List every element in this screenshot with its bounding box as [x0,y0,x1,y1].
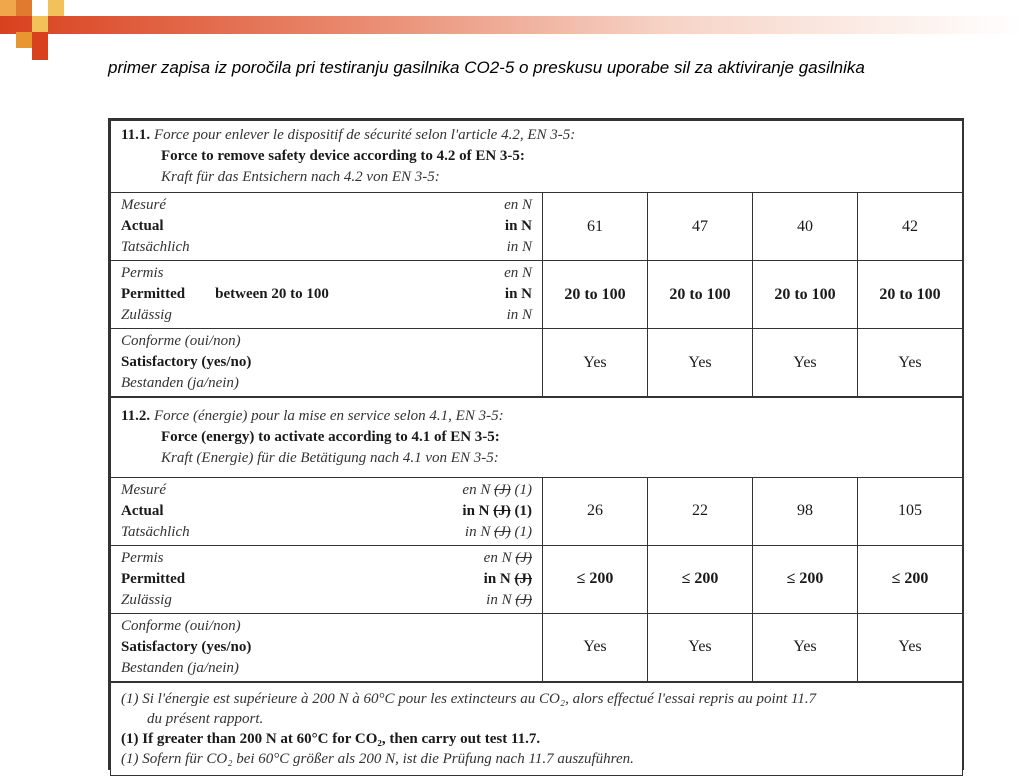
unit-fr: en N [504,265,532,281]
slide-caption: primer zapisa iz poročila pri testiranju gasilnika CO2-5 o preskusu uporabe sil za aktiviranje gasilnika [108,58,865,77]
unit-fr: en N [462,481,491,498]
section-title-de: Kraft (Energie) für die Betätigung nach 4.1 von EN 3-5: [161,449,499,466]
row-label-permitted [111,545,543,613]
label-de: Bestanden (ja/nein) [121,375,239,391]
value-cell: Yes [648,329,753,398]
row-label-permitted [111,261,543,329]
section-title-en: Force to remove safety device according to 4.2 of EN 3-5: [161,148,525,164]
footnote-fr-cont: du présent rapport. [147,710,264,727]
value-cell: 42 [858,193,963,261]
value-cell: 61 [543,193,648,261]
section-title-fr: Force pour enlever le dispositif de sécurité selon l'article 4.2, EN 3-5: [153,127,576,143]
label-de: Zulässig [121,591,172,608]
label-en: Permitted [121,286,186,302]
table-row [111,545,963,613]
row-label-satisfactory [111,613,543,682]
label-fr: Mesuré [121,197,166,213]
decor-square [48,0,64,16]
footnote-de: (1) Sofern für CO₂ bei 60°C größer als 200 N, ist die Prüfung nach 11.7 auszuführen. [121,750,634,767]
value-cell: Yes [753,329,858,398]
report-table [110,120,963,776]
value-cell: 98 [753,477,858,545]
struck-unit: (J) [494,523,511,540]
unit-fr: en N [483,549,512,566]
unit-en: in N [483,570,511,587]
unit-fr: en N [504,197,532,213]
label-fr: Conforme (oui/non) [121,617,241,634]
table-row [111,193,963,261]
value-cell: Yes [648,613,753,682]
value-cell: 26 [543,477,648,545]
footnote-fr: (1) Si l'énergie est supérieure à 200 N à 60°C pour les extincteurs au CO₂, alors effectué l'essai repris au point 11.7 [121,690,817,707]
section-title-en: Force (energy) to activate according to 4.1 of EN 3-5: [161,428,500,445]
table-row [111,329,963,398]
row-label-actual [111,193,543,261]
section-11-2-header [111,397,963,477]
section-number: 11.2. [121,407,151,424]
label-de: Zulässig [121,307,172,323]
row-label-satisfactory [111,329,543,398]
decor-square [16,32,32,48]
value-cell: Yes [543,613,648,682]
row-label-actual [111,477,543,545]
value-cell: 20 to 100 [858,261,963,329]
value-cell: 22 [648,477,753,545]
value-cell: 47 [648,193,753,261]
section-title-de: Kraft für das Entsichern nach 4.2 von EN 3-5: [161,169,440,185]
unit-de: in N [464,523,491,540]
value-cell: 20 to 100 [648,261,753,329]
footnote-ref: (1) [514,481,532,498]
value-cell: Yes [753,613,858,682]
value-cell: Yes [858,613,963,682]
decor-square [0,0,16,16]
header-gradient-bar [0,16,1024,34]
struck-unit: (J) [514,570,532,587]
label-de: Tatsächlich [121,523,190,540]
footnote [111,682,963,776]
label-en: Satisfactory (yes/no) [121,354,252,370]
label-en: Permitted [121,570,186,587]
decor-square [32,32,48,60]
label-fr: Permis [121,265,164,281]
value-cell: 20 to 100 [543,261,648,329]
value-cell: 20 to 100 [753,261,858,329]
section-number: 11.1. [121,127,151,143]
footnote-en: (1) If greater than 200 N at 60°C for CO₂, then carry out test 11.7. [121,730,541,747]
unit-en: in N [462,502,490,519]
unit-de: in N [486,591,512,608]
unit-en: in N [504,286,532,302]
value-cell: ≤ 200 [753,545,858,613]
table-row [111,477,963,545]
value-cell: Yes [543,329,648,398]
section-11-1-header [111,121,963,193]
decor-square [16,0,32,16]
value-cell: Yes [858,329,963,398]
decor-square [32,16,48,32]
value-cell: 105 [858,477,963,545]
unit-de: in N [506,307,532,323]
label-en: Actual [121,218,164,234]
struck-unit: (J) [515,591,532,608]
label-fr: Permis [121,549,164,566]
struck-unit: (J) [515,549,532,566]
scanned-test-report [108,118,964,770]
label-en: Satisfactory (yes/no) [121,638,252,655]
value-cell: ≤ 200 [648,545,753,613]
footnote-ref: (1) [514,523,532,540]
value-cell: 40 [753,193,858,261]
table-row [111,261,963,329]
value-cell: ≤ 200 [858,545,963,613]
struck-unit: (J) [494,481,511,498]
label-fr: Mesuré [121,481,166,498]
label-de: Tatsächlich [121,239,190,255]
table-row [111,613,963,682]
value-cell: ≤ 200 [543,545,648,613]
struck-unit: (J) [493,502,511,519]
footnote-ref: (1) [514,502,532,519]
label-en: Actual [121,502,164,519]
label-fr: Conforme (oui/non) [121,333,241,349]
unit-en: in N [504,218,532,234]
unit-de: in N [506,239,532,255]
section-title-fr: Force (énergie) pour la mise en service selon 4.1, EN 3-5: [153,407,504,424]
label-de: Bestanden (ja/nein) [121,659,239,676]
permitted-range: between 20 to 100 [215,286,329,302]
